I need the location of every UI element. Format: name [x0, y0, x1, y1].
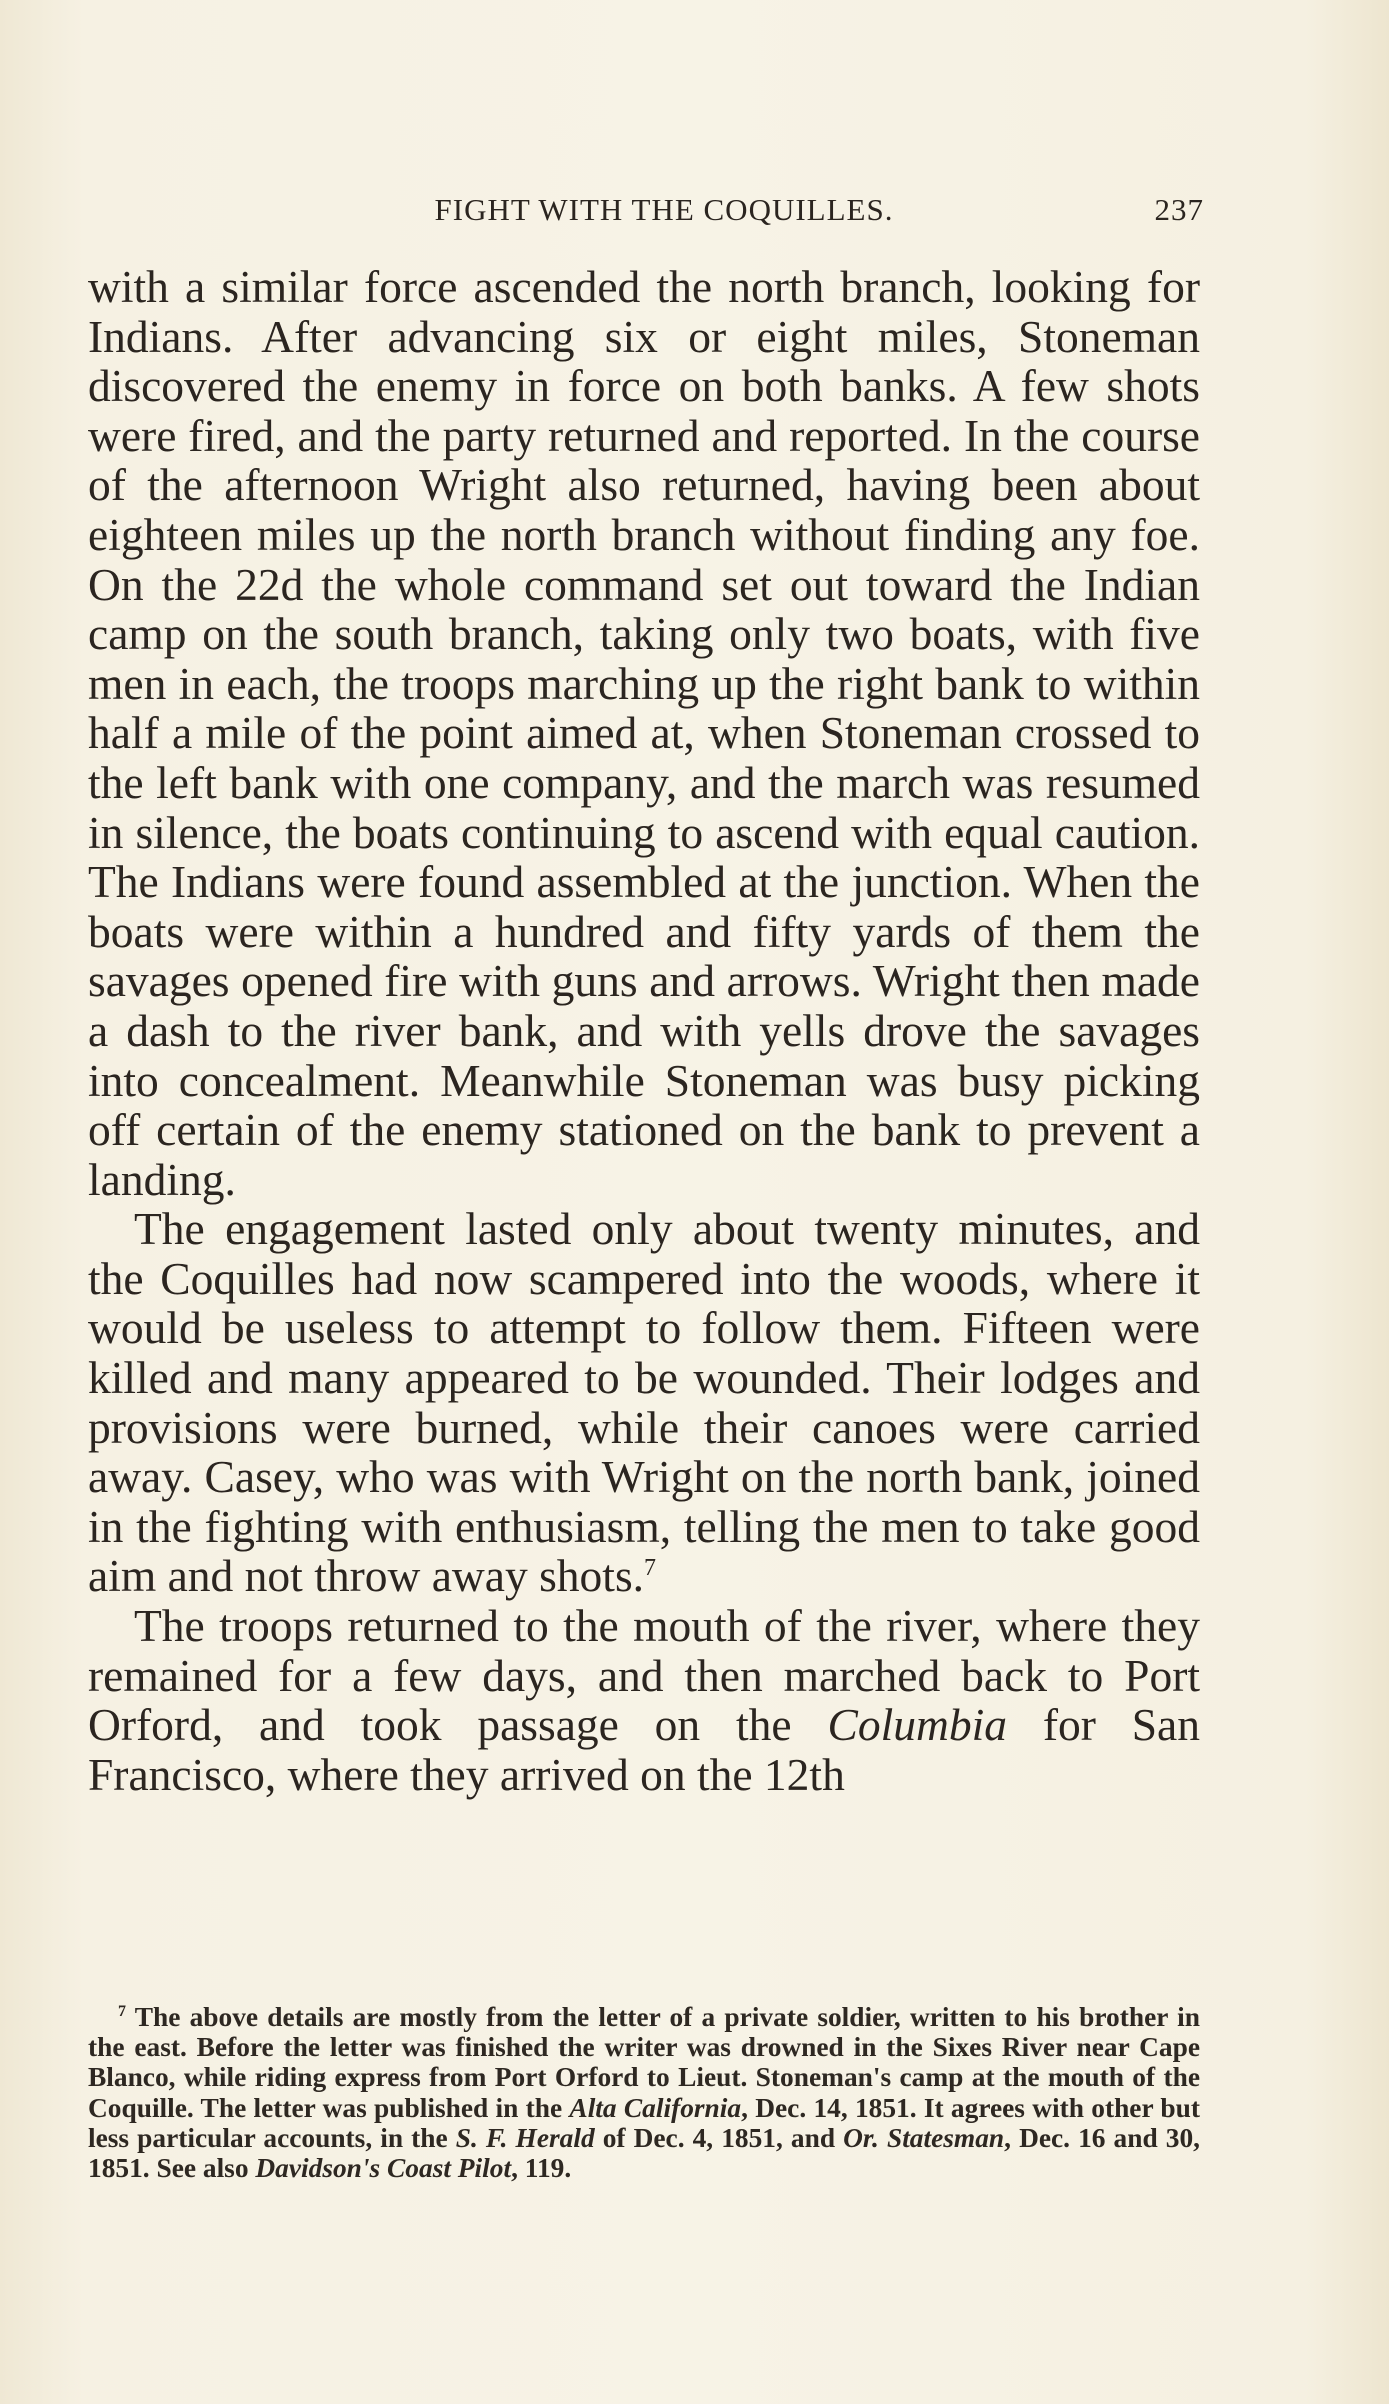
paragraph-3 [88, 1601, 1200, 1799]
paragraph-2 [88, 1204, 1200, 1601]
paragraph-3-text-after: for San Francisco, where they arrived on the 12th [88, 1699, 1200, 1800]
footnote-reference: 7 [644, 1555, 657, 1582]
footnote-marker: 7 [118, 2002, 126, 2020]
paragraph-1-text: with a similar force ascended the north branch, looking for Indians. After advancing six or eight miles, Stoneman discovered the enemy in force on both banks. A few shots were fired, and the party returned and reported. In the course of the afternoon Wright also returned, having been about eighteen miles up the north branch without finding any foe. On the 22d the whole command set out toward the Indian camp on the south branch, taking only two boats, with five men in each, the troops marching up the right bank to within half a mile of the point aimed at, when Stoneman crossed to the left bank with one company, and the march was resumed in silence, the boats continuing to ascend with equal caution. The Indians were found assembled at the junction. When the boats were within a hundred and fifty yards of them the savages opened fire with guns and arrows. Wright then made a dash to the river bank, and with yells drove the savages into concealment. Meanwhile Stoneman was busy picking off certain of the enemy stationed on the bank to prevent a landing. [88, 261, 1200, 1205]
footnote [88, 2002, 1200, 2183]
paragraph-1 [88, 262, 1200, 1204]
running-title: FIGHT WITH THE COQUILLES. [434, 192, 894, 227]
footnote-text-2: , Dec. 14, 1851. It agrees with other but less particular accounts, in the [88, 2092, 1200, 2153]
paragraph-2-text: The engagement lasted only about twenty minutes, and the Coquilles had now scampered into the woods, where it would be useless to attempt to follow them. Fifteen were killed and many appeared to be wounded. Their lodges and provisions were burned, while their canoes were carried away. Casey, who was with Wright on the north bank, joined in the fighting with enthusiasm, telling the men to take good aim and not throw away shots. [88, 1203, 1200, 1602]
footnote-source-2: S. F. Herald [455, 2122, 595, 2153]
footnote-text-4: , Dec. 16 and 30, 1851. See also [88, 2122, 1201, 2184]
running-head [124, 192, 1204, 240]
footnote-text-5: , 119. [511, 2153, 572, 2184]
paragraph-3-text-before: The troops returned to the mouth of the river, where they remained for a few days, and then marched back to Port Orford, and took passage on the [88, 1600, 1200, 1751]
body-text [88, 262, 1200, 1799]
ship-name: Columbia [827, 1699, 1007, 1751]
footnote-text-3: of Dec. 4, 1851, and [594, 2122, 844, 2153]
footnote-source-3: Or. Statesman [843, 2122, 1005, 2153]
page-number: 237 [1154, 192, 1204, 227]
footnote-source-4: Davidson's Coast Pilot [255, 2153, 512, 2184]
footnote-paragraph [88, 2002, 1200, 2183]
footnote-source-1: Alta California [569, 2092, 742, 2123]
footnote-text-1: The above details are mostly from the letter of a private soldier, written to his brother in the east. Before the letter was finished the writer was drowned in the Sixes River near Cape Blanco, while riding express from Port Orford to Lieut. Stoneman's camp at the mouth of the Coquille. The letter was published in the [88, 2002, 1200, 2123]
